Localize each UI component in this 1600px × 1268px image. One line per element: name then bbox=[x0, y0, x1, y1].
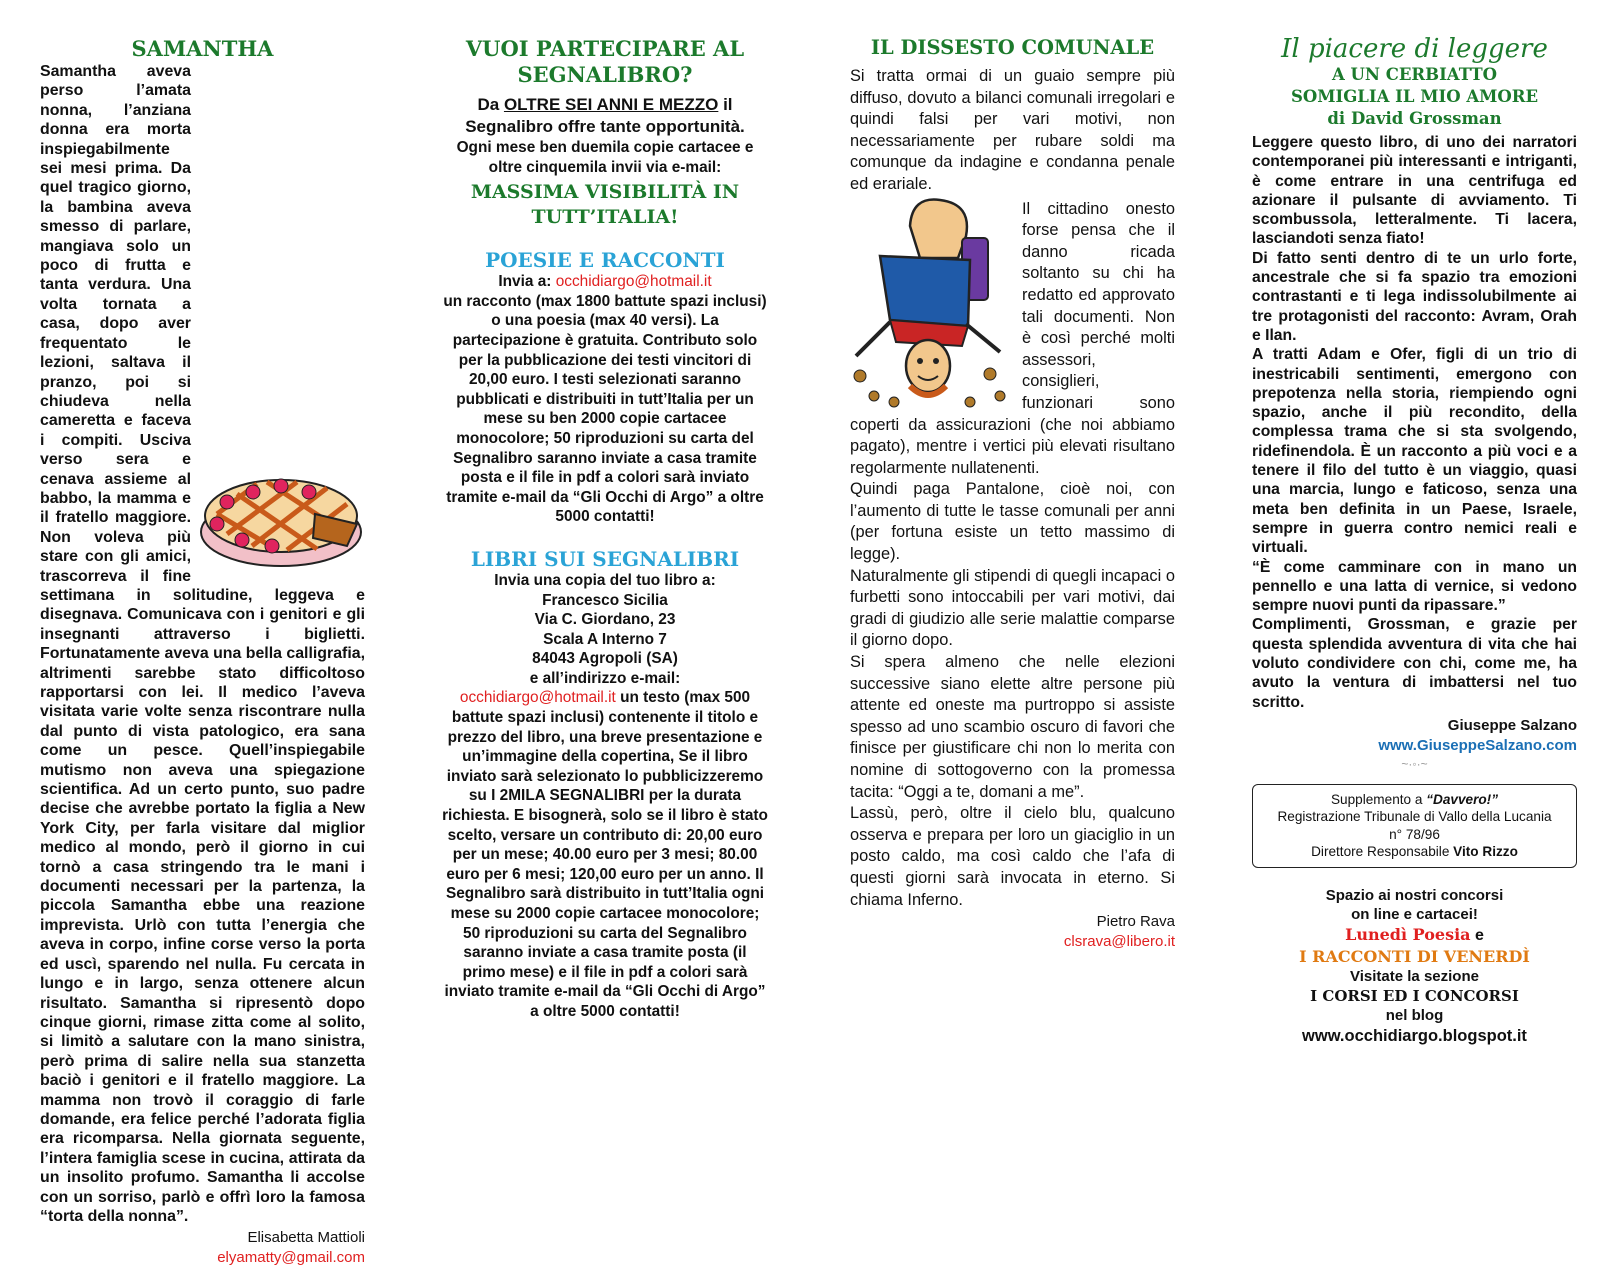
invia-label: Invia a: bbox=[498, 273, 556, 291]
promo-line-3 bbox=[1252, 924, 1577, 946]
review-author: Giuseppe Salzano bbox=[1447, 716, 1577, 734]
author-name: Pietro Rava bbox=[1096, 913, 1175, 931]
promo-line-2: on line e cartacei! bbox=[1351, 905, 1478, 923]
intro-copies: Ogni mese ben duemila copie cartacee e oltre cinquemila invii via e-mail: bbox=[456, 139, 754, 176]
dissesto-p3: Quindi paga Pantalone, cioè noi, con l’aumento di tutte le tasse comunali per anni (per fortuna esiste un tetto massimo di legge). bbox=[850, 480, 1175, 564]
dissesto-p2: Il cittadino onesto forse pensa che il danno ricada soltanto su chi ha redatto ed approvato tali documenti. Non è così perché molti assessori, consiglieri, funzionari sono coperti da assicurazioni (che noi abbiamo pagato), mentre i vertici più elevati risultano regolarmente nullatenenti. bbox=[850, 199, 1175, 477]
lunedi-poesia: Lunedì Poesia bbox=[1345, 924, 1471, 944]
review-website[interactable]: www.GiuseppeSalzano.com bbox=[1378, 736, 1577, 754]
director-name: Vito Rizzo bbox=[1453, 844, 1518, 860]
supplement-name: “Davvero!” bbox=[1426, 791, 1498, 807]
intro-text bbox=[440, 94, 770, 138]
colophon-line-2: Registrazione Tribunale di Vallo della Lucania bbox=[1277, 809, 1552, 825]
colophon-line-4 bbox=[1261, 843, 1568, 861]
colophon-line-3: n° 78/96 bbox=[1389, 826, 1440, 842]
intro-part-a: Da bbox=[477, 95, 504, 114]
libri-body: un testo (max 500 battute spazi inclusi) contenente il titolo e prezzo del libro, una breve presentazione e un’immagine della copertina, Se il libro inviato sarà selezionato lo pubblicizzeremo su I 2MILA SEGNALIBRI per la durata richiesta. E bisognerà, solo se il libro è stato scelto, versare un contributo di: 20,00 euro per un mese; 40.00 euro per 3 mesi; 80.00 euro per 6 mesi; 120,00 euro per un anno. Il Segnalibro sarà distribuito in tutt’Italia ogni mese su 2000 copie cartacee monocolore; 50 riproduzioni su carta del Segnalibro saranno inviate a casa tramite posta (il primo mese) e il file in pdf a colori sarà inviato tramite e-mail da “Gli Occhi di Argo” a oltre 5000 contatti! bbox=[442, 689, 768, 1020]
book-title: A UN CERBIATTO SOMIGLIA IL MIO AMORE bbox=[1290, 65, 1539, 106]
dissesto-p1: Si tratta ormai di un guaio sempre più diffuso, dovuto a bilanci comunali irregolari e quindi falsi per vari motivi, non necessariamente per rubare soldi ma comunque da indagine e condanna penale ed erariale. bbox=[850, 67, 1175, 193]
section-script-title: Il piacere di leggere bbox=[1281, 34, 1548, 64]
review-p3: A tratti Adam e Ofer, figli di un trio di inestricabili sentimenti, emergono con prepotenza nella storia, riempiendo ogni spazio, anche il più recondito, della complessa trama che si sta svolgendo, ridefinendola. È un racconto a più voci e a tenere il filo del tutto è un viaggio, quasi una marcia, lungo e faticoso, senza una meta ben definita in un Paese, Israele, sempre in guerra contro nemici reali e virtuali. bbox=[1252, 346, 1577, 557]
pie-illustration bbox=[197, 454, 365, 572]
review-p4: “È come camminare con in mano un pennello e una latta di vernice, si vedono sempre nuovi punti da ripassare.” bbox=[1252, 558, 1577, 615]
contest-email[interactable]: occhidiargo@hotmail.it bbox=[555, 273, 712, 291]
colophon-line-1 bbox=[1261, 791, 1568, 809]
author-email[interactable]: elyamatty@gmail.com bbox=[217, 1249, 365, 1267]
intro-part-c: il Segnalibro offre tante opportunità. bbox=[465, 95, 745, 136]
dissesto-p5: Si spera almeno che nelle elezioni successive siano elette altre persone più attente ed oneste ma purtroppo si assiste spesso ad uno scambio oscuro di favori che finisce per giustificare chi non lo merita con nomine di sottogoverno con la promessa tacita: “Oggi a te, domani a me”. bbox=[850, 653, 1175, 801]
address-line-1: Francesco Sicilia bbox=[542, 591, 668, 609]
poesie-text: un racconto (max 1800 battute spazi inclusi) o una poesia (max 40 versi). La partecipazione è gratuita. Contributo solo per la pubblicazione dei testi vincitori di 20,00 euro. I testi selezionati saranno pubblicati e distribuiti in tutt’Italia per un mese su ben 2000 copie cartacee monocolore; 50 riproduzioni su carta del Segnalibro saranno inviate a casa tramite posta e il file in pdf a colori sarà inviato tramite e-mail da “Gli Occhi di Argo” a oltre 5000 contatti! bbox=[443, 292, 767, 526]
review-body bbox=[1252, 133, 1577, 712]
corsi-concorsi: I CORSI ED I CONCORSI bbox=[1310, 986, 1519, 1005]
supplement-label: Supplemento a bbox=[1330, 791, 1427, 807]
ornament-divider: ~·◦·~ bbox=[1401, 756, 1428, 771]
address-line-2: Via C. Giordano, 23 bbox=[534, 611, 676, 629]
column-segnalibro bbox=[440, 36, 770, 1022]
address-line-3: Scala A Interno 7 bbox=[543, 630, 667, 648]
story-title: SAMANTHA bbox=[131, 36, 274, 61]
review-p5: Complimenti, Grossman, e grazie per questa splendida avventura di vita che hai voluto condividere con chi, come me, ha avuto la ventura di imbattersi nel tuo scritto. bbox=[1252, 616, 1577, 711]
story-text: Samantha aveva perso l’amata nonna, l’anziana donna era morta inspiegabilmente sei mesi prima. Da quel tragico giorno, la bambina aveva smesso di parlare, mangiava solo un poco di frutta e tanta verdura. Una volta tornata a casa, dopo aver frequentato le lezioni, saltava il pranzo, poi si chiudeva nella cameretta e faceva i compiti. Usciva verso sera e cenava assieme al babbo, la mamma e il fratello maggiore. Non voleva più stare con gli amici, trascorreva il fine settimana in solitudine, leggeva e disegnava. Comunicava con i genitori e gli insegnanti attraverso i biglietti. Fortunatamente aveva una bella calligrafia, altrimenti sarebbe stato difficoltoso rapportarsi con lei. Il medico l’aveva visitata varie volte senza riscontrare nulla dal punto di vista patologico, era sana come un pesce. Quell’inspiegabile mutismo non aveva una spiegazione scientifica. Ad un certo punto, suo padre decise che avrebbe portato la figlia a New York City, per farla visitare dal miglior medico al mondo, però il giorno in cui tornò a casa stringendo tra le mani i documenti necessari per la partenza, la piccola Samantha ebbe una reazione imprevista. Urlò con tutta l’energia che aveva in corpo, infine corse verso la porta ed uscì, sparendo nel nulla. Fu cercata in lungo e in largo, senza ottenere alcun risultato. Samantha si ripresentò dopo cinque giorni, rimase zitta come al solito, si limitò a salutare con la mano sinistra, però prima di salire nella sua stanzetta baciò i genitori e il fratello maggiore. La mamma non trovò il coraggio di farle domande, era felice perché l’adorata figlia era ricomparsa. Nella giornata seguente, l’intera famiglia scese in cucina, attirata da un insolito profumo. Samantha li accolse con un sorriso, parlò e offrì loro la famosa “torta della nonna”. bbox=[40, 63, 365, 1225]
review-p2: Di fatto senti dentro di te un urlo forte, ancestrale che si fa spazio tra emozioni contrastanti e ti lega indissolubilmente ai tre protagonisti del racconto: Avram, Orah e Ilan. bbox=[1252, 249, 1577, 344]
visibility-title: MASSIMA VISIBILITÀ IN TUTT’ITALIA! bbox=[470, 181, 740, 229]
blog-url[interactable]: www.occhidiargo.blogspot.it bbox=[1302, 1026, 1527, 1045]
dissesto-body bbox=[850, 66, 1175, 911]
address-line-5: e all’indirizzo e-mail: bbox=[529, 669, 681, 687]
promo-conjunction: e bbox=[1470, 926, 1484, 944]
column-piacere-leggere bbox=[1252, 36, 1577, 1047]
director-label: Direttore Responsabile bbox=[1311, 844, 1454, 860]
contests-promo bbox=[1252, 886, 1577, 1047]
intro-highlight: OLTRE SEI ANNI E MEZZO bbox=[503, 95, 719, 114]
libri-title: LIBRI SUI SEGNALIBRI bbox=[470, 546, 740, 571]
address-line-4: 84043 Agropoli (SA) bbox=[532, 650, 678, 668]
column-samantha bbox=[40, 36, 365, 1268]
poesie-invia bbox=[440, 272, 770, 292]
libri-email[interactable]: occhidiargo@hotmail.it bbox=[459, 689, 616, 707]
book-author: di David Grossman bbox=[1327, 109, 1502, 128]
dissesto-p6: Lassù, però, oltre il cielo blu, qualcuno osserva e prepara per loro un giaciglio in un posto caldo, ma così caldo che l’afa di questi giorni sarà invocata in eterno. Si chiama Inferno. bbox=[850, 804, 1175, 909]
upside-down-man-illustration bbox=[850, 196, 1012, 411]
libri-text bbox=[440, 688, 770, 1021]
promo-line-5: Visitate la sezione bbox=[1350, 967, 1479, 985]
dissesto-title: IL DISSESTO COMUNALE bbox=[870, 36, 1155, 59]
author-name: Elisabetta Mattioli bbox=[247, 1229, 365, 1247]
author-email[interactable]: clsrava@libero.it bbox=[1063, 933, 1175, 951]
promo-line-1: Spazio ai nostri concorsi bbox=[1325, 886, 1504, 904]
review-p1: Leggere questo libro, di uno dei narratori contemporanei più interessanti e intriganti, è come entrare in una centrifuga ed azionare il pulsante di avviamento. Ti scombussola, letteralmente. Ti lacera, lasciandoti senza fiato! bbox=[1252, 134, 1577, 248]
promo-line-7: nel blog bbox=[1385, 1006, 1444, 1024]
segnalibro-title: VUOI PARTECIPARE AL SEGNALIBRO? bbox=[465, 36, 745, 87]
colophon-box bbox=[1252, 784, 1577, 868]
libri-intro: Invia una copia del tuo libro a: bbox=[494, 571, 716, 589]
dissesto-p4: Naturalmente gli stipendi di quegli incapaci o furbetti sono intoccabili per vari motivi, dai gradi di giudizio alle serie malattie comparse il giorno dopo. bbox=[850, 566, 1175, 650]
poesie-title: POESIE E RACCONTI bbox=[485, 248, 725, 273]
racconti-venerdi: I RACCONTI DI VENERDÌ bbox=[1299, 946, 1530, 966]
column-dissesto bbox=[850, 36, 1175, 952]
